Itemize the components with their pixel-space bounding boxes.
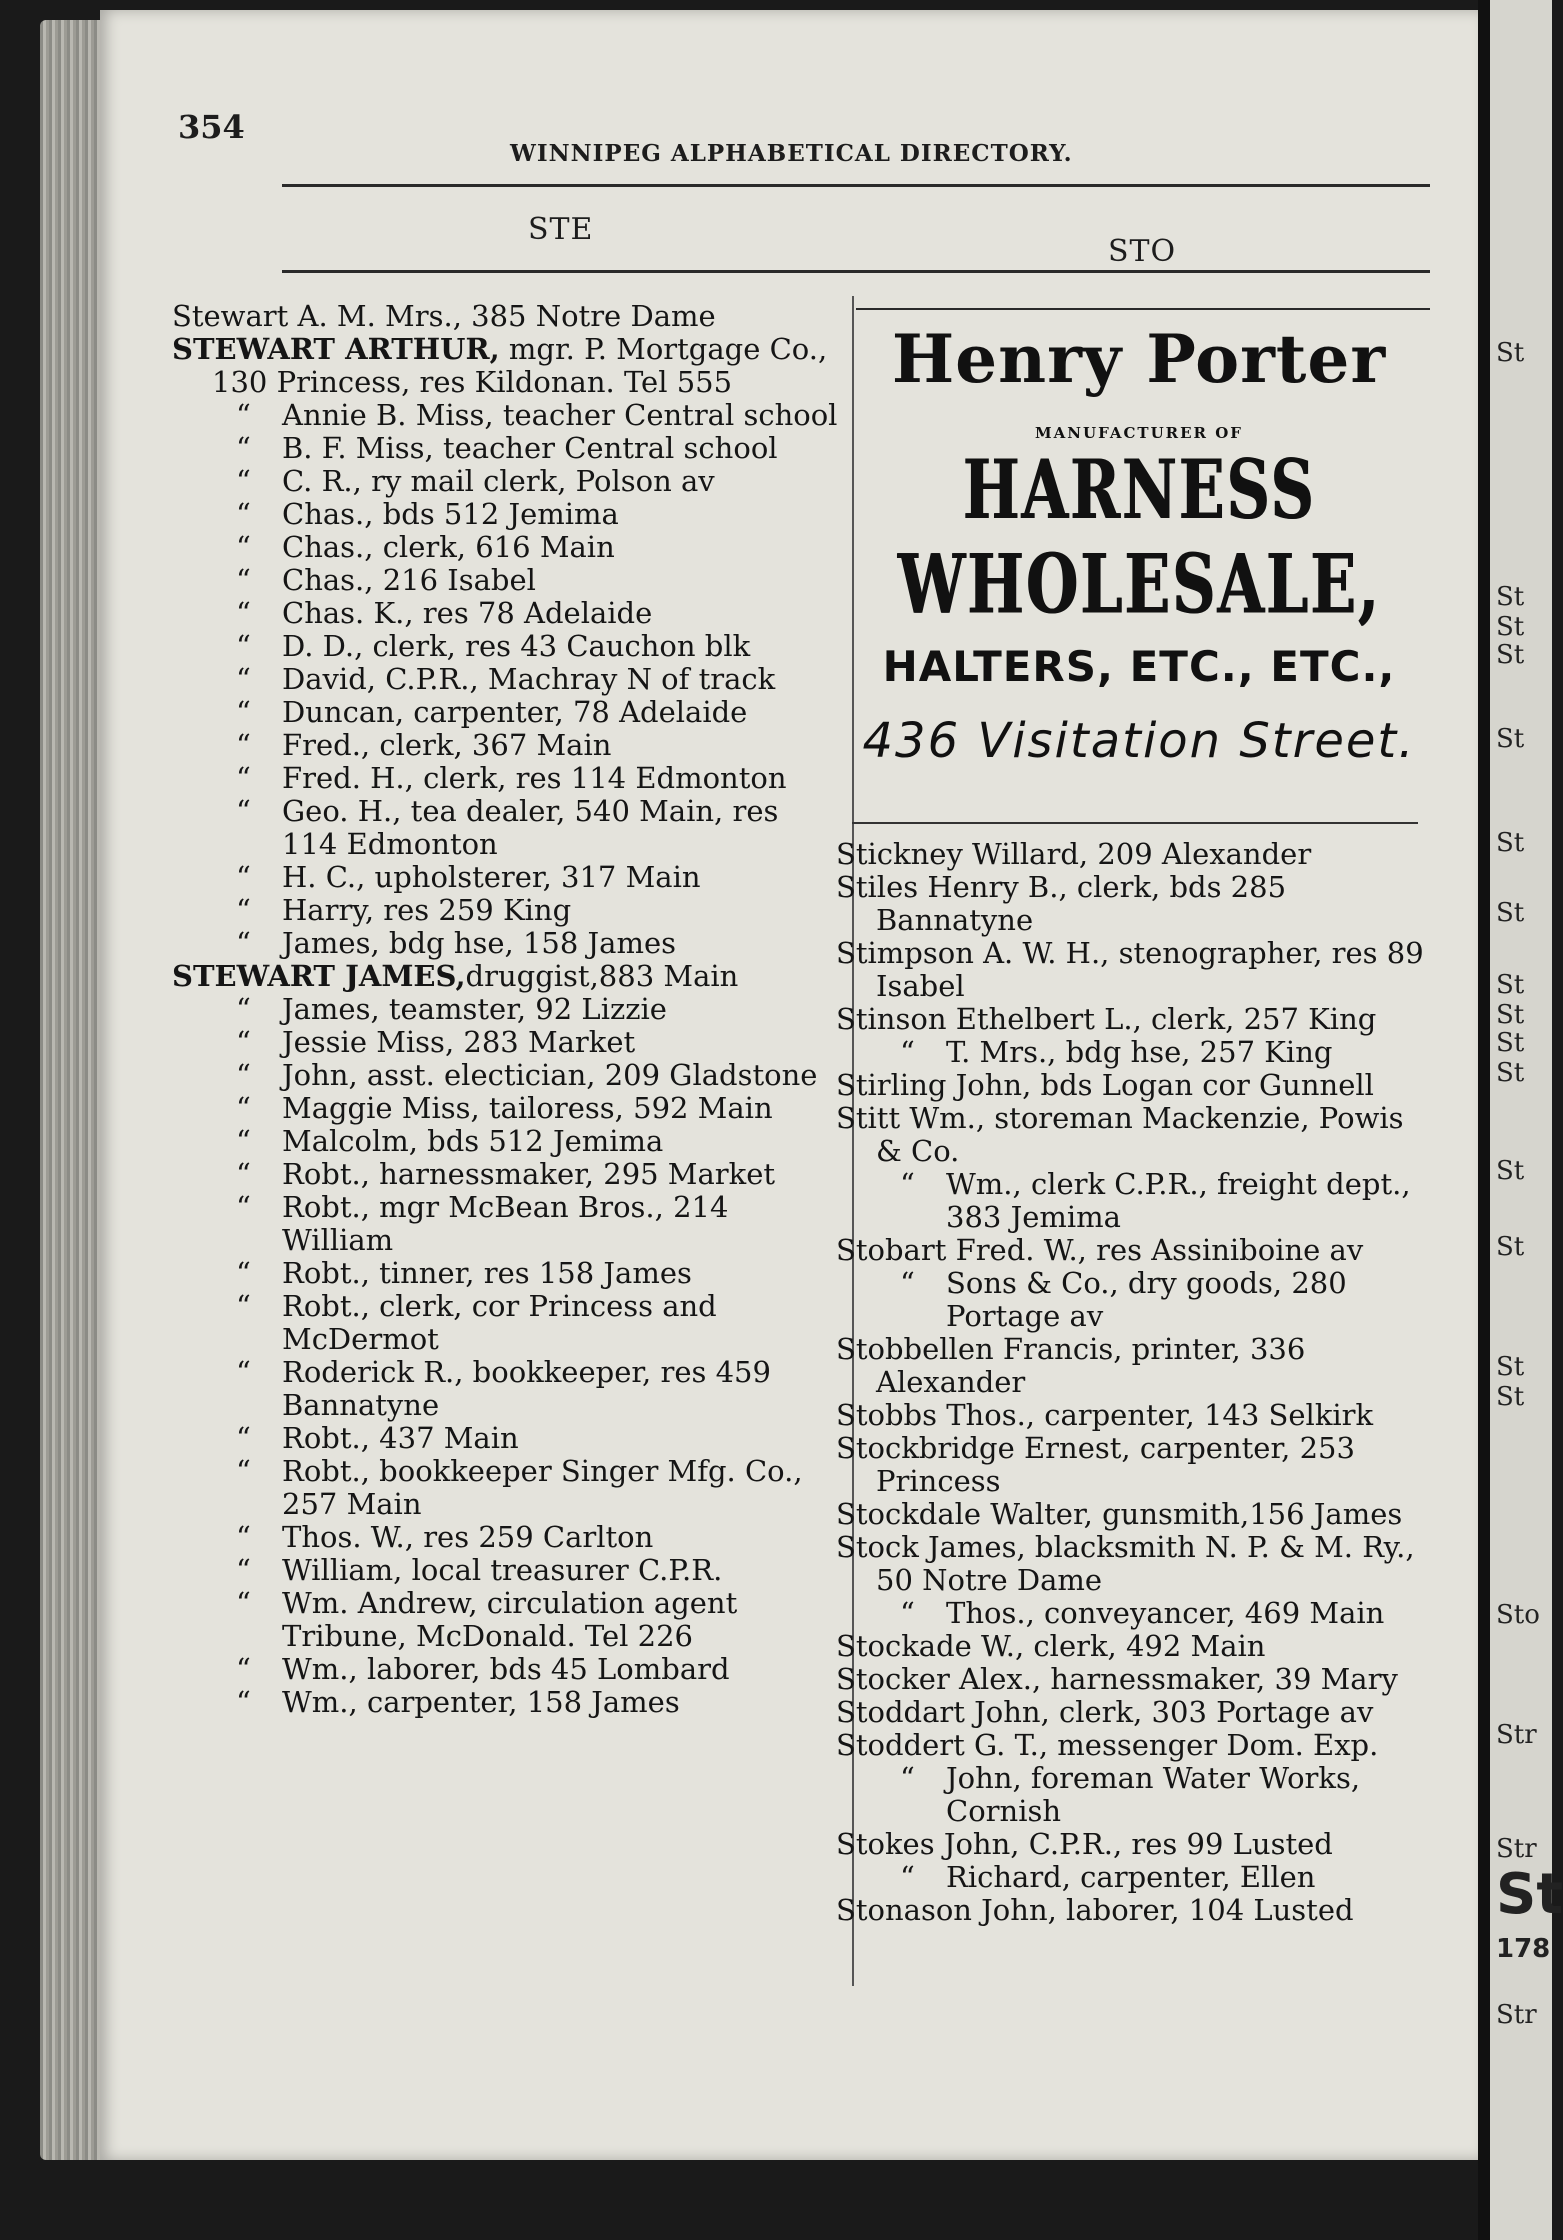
facing-page-text-fragment: St bbox=[1496, 828, 1525, 858]
directory-entry bbox=[172, 1257, 840, 1290]
directory-entry bbox=[836, 1861, 1426, 1894]
ad-product: HARNESS WHOLESALE, bbox=[897, 443, 1381, 633]
ditto-mark: “ bbox=[900, 1167, 915, 1201]
entry-text: John, foreman Water Works, Cornish bbox=[946, 1761, 1361, 1828]
ditto-mark: “ bbox=[236, 1652, 251, 1686]
ditto-mark: “ bbox=[236, 1091, 251, 1125]
directory-entry bbox=[172, 729, 840, 762]
facing-page-text-fragment: Str bbox=[1496, 1834, 1537, 1864]
entry-text: Stitt Wm., storeman Mackenzie, Powis & Co. bbox=[836, 1101, 1404, 1168]
directory-entry bbox=[172, 531, 840, 564]
ditto-mark: “ bbox=[236, 1421, 251, 1455]
facing-page-text-fragment: St bbox=[1496, 1058, 1525, 1088]
entry-text: Fred., clerk, 367 Main bbox=[282, 728, 612, 762]
entry-text: Geo. H., tea dealer, 540 Main, res 114 Edmonton bbox=[282, 794, 779, 861]
ditto-mark: “ bbox=[236, 530, 251, 564]
ditto-mark: “ bbox=[236, 1355, 251, 1389]
ditto-mark: “ bbox=[236, 1520, 251, 1554]
guide-word-left: STE bbox=[528, 212, 594, 247]
header-rule bbox=[282, 184, 1430, 187]
entry-text: Stoddert G. T., messenger Dom. Exp. bbox=[836, 1728, 1379, 1762]
ditto-mark: “ bbox=[236, 1058, 251, 1092]
facing-page-text-fragment: St bbox=[1496, 898, 1525, 928]
entry-text: Chas., 216 Isabel bbox=[282, 563, 536, 597]
entry-text: Malcolm, bds 512 Jemima bbox=[282, 1124, 664, 1158]
subheader-rule-left bbox=[282, 270, 1430, 273]
ad-tagline: HALTERS, ETC., ETC., bbox=[882, 642, 1396, 691]
facing-page-text-fragment: Str bbox=[1496, 1720, 1537, 1750]
page-number: 354 bbox=[178, 108, 245, 146]
directory-entry bbox=[836, 1003, 1426, 1036]
directory-entry bbox=[172, 597, 840, 630]
guide-word-right: STO bbox=[1108, 234, 1177, 269]
entry-text: Thos. W., res 259 Carlton bbox=[282, 1520, 654, 1554]
ditto-mark: “ bbox=[236, 431, 251, 465]
directory-entry bbox=[172, 663, 840, 696]
facing-page-text-fragment: St bbox=[1496, 1028, 1525, 1058]
ditto-mark: “ bbox=[236, 926, 251, 960]
right-column-entries bbox=[836, 838, 1426, 1927]
directory-entry bbox=[172, 1191, 840, 1257]
directory-entry bbox=[172, 630, 840, 663]
directory-entry bbox=[172, 1125, 840, 1158]
directory-entry bbox=[172, 564, 840, 597]
facing-page-text-fragment: Sto bbox=[1496, 1600, 1540, 1630]
directory-entry bbox=[836, 1036, 1426, 1069]
entry-text: Chas., bds 512 Jemima bbox=[282, 497, 619, 531]
entry-text: Stimpson A. W. H., stenographer, res 89 Isabel bbox=[836, 936, 1424, 1003]
facing-page-text-fragment: 178 bbox=[1496, 1934, 1551, 1964]
ad-company-name: Henry Porter bbox=[891, 320, 1387, 398]
directory-entry bbox=[172, 1158, 840, 1191]
entry-text: Stirling John, bds Logan cor Gunnell bbox=[836, 1068, 1374, 1102]
ditto-mark: “ bbox=[236, 1289, 251, 1323]
directory-entry bbox=[172, 795, 840, 861]
facing-page-text-fragment: St bbox=[1496, 970, 1525, 1000]
left-column-entries bbox=[172, 300, 840, 1719]
directory-entry bbox=[172, 894, 840, 927]
entry-text: Stockdale Walter, gunsmith,156 James bbox=[836, 1497, 1403, 1531]
directory-entry bbox=[836, 1399, 1426, 1432]
facing-page-text-fragment: St bbox=[1496, 1862, 1563, 1927]
directory-entry bbox=[836, 1531, 1426, 1597]
ditto-mark: “ bbox=[236, 1025, 251, 1059]
advertisement-henry-porter bbox=[850, 300, 1428, 820]
entry-text: Stock James, blacksmith N. P. & M. Ry., 50 Notre Dame bbox=[836, 1530, 1415, 1597]
entry-name: Stewart A. M. Mrs., bbox=[172, 299, 462, 333]
entry-text: Stinson Ethelbert L., clerk, 257 King bbox=[836, 1002, 1377, 1036]
entry-text: Stocker Alex., harnessmaker, 39 Mary bbox=[836, 1662, 1398, 1696]
ditto-mark: “ bbox=[236, 662, 251, 696]
entry-details: 385 Notre Dame bbox=[461, 299, 716, 333]
entry-name: STEWART ARTHUR, bbox=[172, 332, 500, 366]
ditto-mark: “ bbox=[236, 1157, 251, 1191]
directory-entry bbox=[172, 1653, 840, 1686]
directory-entry bbox=[836, 1432, 1426, 1498]
ditto-mark: “ bbox=[900, 1761, 915, 1795]
ditto-mark: “ bbox=[236, 1124, 251, 1158]
directory-entry bbox=[172, 1422, 840, 1455]
entry-text: James, bdg hse, 158 James bbox=[282, 926, 676, 960]
directory-entry bbox=[172, 1686, 840, 1719]
ditto-mark: “ bbox=[236, 1586, 251, 1620]
directory-entry bbox=[172, 333, 840, 399]
directory-entry bbox=[172, 1290, 840, 1356]
ditto-mark: “ bbox=[236, 563, 251, 597]
ditto-mark: “ bbox=[236, 794, 251, 828]
entry-text: Thos., conveyancer, 469 Main bbox=[946, 1596, 1385, 1630]
entry-details: mgr. P. Mortgage Co., 130 Princess, res Kildonan. Tel 555 bbox=[212, 332, 828, 399]
entry-text: Chas. K., res 78 Adelaide bbox=[282, 596, 653, 630]
ditto-mark: “ bbox=[236, 860, 251, 894]
directory-entry bbox=[172, 1554, 840, 1587]
facing-page-fragment bbox=[1490, 0, 1563, 2240]
ditto-mark: “ bbox=[236, 893, 251, 927]
ditto-mark: “ bbox=[236, 629, 251, 663]
entry-text: Stokes John, C.P.R., res 99 Lusted bbox=[836, 1827, 1333, 1861]
facing-page-text-fragment: St bbox=[1496, 1000, 1525, 1030]
entry-text: Robt., tinner, res 158 James bbox=[282, 1256, 692, 1290]
directory-entry bbox=[172, 1059, 840, 1092]
facing-page-text-fragment: St bbox=[1496, 582, 1525, 612]
ditto-mark: “ bbox=[900, 1035, 915, 1069]
directory-entry bbox=[836, 1168, 1426, 1234]
ditto-mark: “ bbox=[236, 728, 251, 762]
directory-entry bbox=[172, 960, 840, 993]
entry-text: Wm., laborer, bds 45 Lombard bbox=[282, 1652, 730, 1686]
entry-text: Wm. Andrew, circulation agent Tribune, McDonald. Tel 226 bbox=[282, 1586, 738, 1653]
entry-text: Robt., 437 Main bbox=[282, 1421, 519, 1455]
directory-entry bbox=[172, 927, 840, 960]
directory-entry bbox=[836, 1630, 1426, 1663]
entry-text: Stickney Willard, 209 Alexander bbox=[836, 837, 1312, 871]
facing-page-text-fragment: St bbox=[1496, 1352, 1525, 1382]
entry-text: William, local treasurer C.P.R. bbox=[282, 1553, 723, 1587]
directory-entry bbox=[836, 838, 1426, 871]
directory-entry bbox=[172, 861, 840, 894]
entry-text: Sons & Co., dry goods, 280 Portage av bbox=[946, 1266, 1347, 1333]
ditto-mark: “ bbox=[236, 1256, 251, 1290]
entry-text: Robt., mgr McBean Bros., 214 William bbox=[282, 1190, 729, 1257]
ditto-mark: “ bbox=[900, 1596, 915, 1630]
entry-text: Stiles Henry B., clerk, bds 285 Bannatyne bbox=[836, 870, 1287, 937]
ditto-mark: “ bbox=[236, 992, 251, 1026]
directory-entry bbox=[836, 1696, 1426, 1729]
entry-text: Stonason John, laborer, 104 Lusted bbox=[836, 1893, 1354, 1927]
entry-name: STEWART JAMES, bbox=[172, 959, 466, 993]
directory-entry bbox=[172, 1587, 840, 1653]
entry-text: Harry, res 259 King bbox=[282, 893, 572, 927]
running-title: WINNIPEG ALPHABETICAL DIRECTORY. bbox=[510, 140, 1073, 167]
entry-details: druggist,883 Main bbox=[465, 959, 739, 993]
entry-text: C. R., ry mail clerk, Polson av bbox=[282, 464, 715, 498]
facing-page-text-fragment: St bbox=[1496, 612, 1525, 642]
entry-text: B. F. Miss, teacher Central school bbox=[282, 431, 778, 465]
directory-entry bbox=[836, 1762, 1426, 1828]
ditto-mark: “ bbox=[236, 497, 251, 531]
entry-text: Annie B. Miss, teacher Central school bbox=[282, 398, 838, 432]
directory-entry bbox=[836, 1663, 1426, 1696]
entry-text: H. C., upholsterer, 317 Main bbox=[282, 860, 701, 894]
ditto-mark: “ bbox=[236, 596, 251, 630]
entry-text: Jessie Miss, 283 Market bbox=[282, 1025, 636, 1059]
directory-entry bbox=[836, 871, 1426, 937]
facing-page-text-fragment: St bbox=[1496, 724, 1525, 754]
entry-text: Duncan, carpenter, 78 Adelaide bbox=[282, 695, 748, 729]
entry-text: Stockade W., clerk, 492 Main bbox=[836, 1629, 1266, 1663]
entry-text: Richard, carpenter, Ellen bbox=[946, 1860, 1316, 1894]
ad-address: 436 Visitation Street. bbox=[862, 713, 1416, 769]
entry-text: Robt., harnessmaker, 295 Market bbox=[282, 1157, 776, 1191]
ditto-mark: “ bbox=[236, 1454, 251, 1488]
facing-page-text-fragment: St bbox=[1496, 1232, 1525, 1262]
directory-entry bbox=[836, 1828, 1426, 1861]
facing-page-text-fragment: St bbox=[1496, 640, 1525, 670]
entry-text: James, teamster, 92 Lizzie bbox=[282, 992, 667, 1026]
directory-entry bbox=[172, 432, 840, 465]
ditto-mark: “ bbox=[900, 1860, 915, 1894]
directory-entry bbox=[172, 399, 840, 432]
entry-text: Robt., clerk, cor Princess and McDermot bbox=[282, 1289, 717, 1356]
ad-manufacturer-of: MANUFACTURER OF bbox=[1035, 424, 1243, 442]
directory-entry bbox=[172, 762, 840, 795]
entry-text: Stobart Fred. W., res Assiniboine av bbox=[836, 1233, 1364, 1267]
directory-entry bbox=[172, 300, 840, 333]
entry-text: D. D., clerk, res 43 Cauchon blk bbox=[282, 629, 751, 663]
directory-entry bbox=[172, 498, 840, 531]
entry-text: Maggie Miss, tailoress, 592 Main bbox=[282, 1091, 773, 1125]
directory-entry bbox=[836, 937, 1426, 1003]
directory-entry bbox=[172, 1521, 840, 1554]
ditto-mark: “ bbox=[236, 1685, 251, 1719]
directory-entry bbox=[836, 1597, 1426, 1630]
entry-text: John, asst. electician, 209 Gladstone bbox=[282, 1058, 818, 1092]
entry-text: Wm., clerk C.P.R., freight dept., 383 Jemima bbox=[946, 1167, 1411, 1234]
directory-entry bbox=[172, 1026, 840, 1059]
directory-entry bbox=[172, 1356, 840, 1422]
ditto-mark: “ bbox=[236, 695, 251, 729]
ditto-mark: “ bbox=[236, 1553, 251, 1587]
ad-bottom-rule bbox=[852, 822, 1418, 824]
entry-text: Wm., carpenter, 158 James bbox=[282, 1685, 680, 1719]
entry-text: Fred. H., clerk, res 114 Edmonton bbox=[282, 761, 787, 795]
directory-entry bbox=[836, 1102, 1426, 1168]
entry-text: Stockbridge Ernest, carpenter, 253 Princess bbox=[836, 1431, 1355, 1498]
directory-entry bbox=[836, 1498, 1426, 1531]
directory-entry bbox=[172, 465, 840, 498]
facing-page-text-fragment: St bbox=[1496, 1156, 1525, 1186]
entry-text: David, C.P.R., Machray N of track bbox=[282, 662, 776, 696]
directory-entry bbox=[836, 1069, 1426, 1102]
entry-text: T. Mrs., bdg hse, 257 King bbox=[946, 1035, 1333, 1069]
facing-page-text-fragment: St bbox=[1496, 338, 1525, 368]
ditto-mark: “ bbox=[236, 1190, 251, 1224]
facing-page-text-fragment: St bbox=[1496, 1382, 1525, 1412]
entry-text: Chas., clerk, 616 Main bbox=[282, 530, 615, 564]
entry-text: Stobbellen Francis, printer, 336 Alexander bbox=[836, 1332, 1306, 1399]
directory-entry bbox=[836, 1267, 1426, 1333]
entry-text: Stobbs Thos., carpenter, 143 Selkirk bbox=[836, 1398, 1374, 1432]
ditto-mark: “ bbox=[900, 1266, 915, 1300]
ditto-mark: “ bbox=[236, 464, 251, 498]
entry-text: Stoddart John, clerk, 303 Portage av bbox=[836, 1695, 1374, 1729]
directory-entry bbox=[172, 1455, 840, 1521]
directory-entry bbox=[172, 696, 840, 729]
facing-page-text-fragment: Str bbox=[1496, 2000, 1537, 2030]
ditto-mark: “ bbox=[236, 761, 251, 795]
directory-entry bbox=[172, 1092, 840, 1125]
directory-entry bbox=[836, 1333, 1426, 1399]
entry-text: Robt., bookkeeper Singer Mfg. Co., 257 Main bbox=[282, 1454, 803, 1521]
directory-entry bbox=[836, 1234, 1426, 1267]
ditto-mark: “ bbox=[236, 398, 251, 432]
directory-entry bbox=[836, 1729, 1426, 1762]
entry-text: Roderick R., bookkeeper, res 459 Bannatyne bbox=[282, 1355, 771, 1422]
directory-entry bbox=[836, 1894, 1426, 1927]
directory-entry bbox=[172, 993, 840, 1026]
